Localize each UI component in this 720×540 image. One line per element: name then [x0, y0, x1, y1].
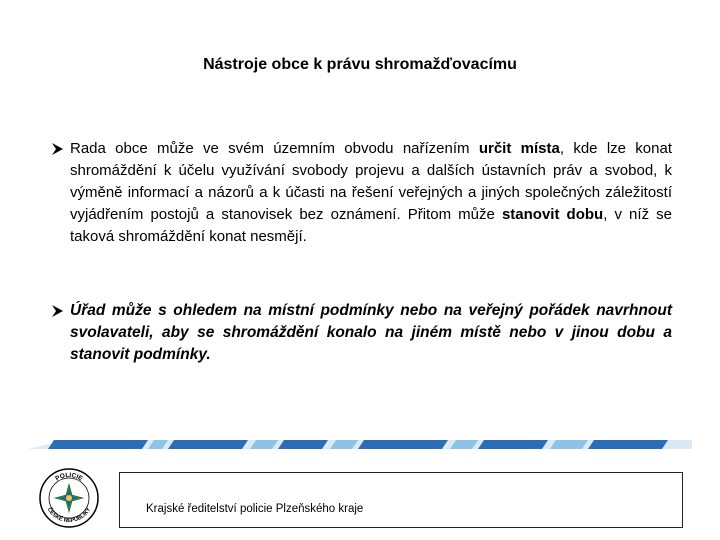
arrowhead-bullet-icon — [50, 138, 66, 160]
police-seal-logo — [38, 467, 100, 529]
arrowhead-bullet-icon — [50, 300, 66, 322]
seal-bottom-text: ČESKÉ REPUBLIKY — [45, 506, 93, 525]
bullet-item-2 — [50, 300, 672, 366]
bullet-text-2: Úřad může s ohledem na místní podmínky nebo na veřejný pořádek navrhnout svolavateli, aby se shromáždění konalo na jiném místě nebo v jinou dobu a stanovit podmínky. — [70, 302, 672, 363]
bullet-1-part-3: , kde lze konat shromáždění k účelu využívání svobody projevu a dalších ústavních práv a svobod, k výměně informací a názorů a k účasti na řešení veřejných a jiných společných záležitostí vyjádřením postojů a stanovisek bez oznámení. Přitom může — [70, 140, 672, 223]
slide-title: Nástroje obce k právu shromažďovacímu — [203, 56, 517, 73]
bullet-1-part-2: určit místa — [478, 140, 560, 157]
footer-box — [119, 472, 683, 528]
bullet-1-part-4: stanovit dobu — [501, 206, 604, 223]
bullet-1-part-1: Rada obce může ve svém územním obvodu nařízením — [70, 140, 479, 157]
footer-text: Krajské ředitelství policie Plzeňského kraje — [146, 503, 364, 515]
seal-top-text: POLICIE — [54, 471, 84, 483]
bullet-1-part-5: , v níž se taková shromáždění konat nesmějí. — [70, 206, 673, 245]
bullet-text-1 — [70, 138, 672, 248]
decorative-stripe-bar — [28, 440, 692, 449]
bullet-item-1 — [50, 138, 672, 248]
